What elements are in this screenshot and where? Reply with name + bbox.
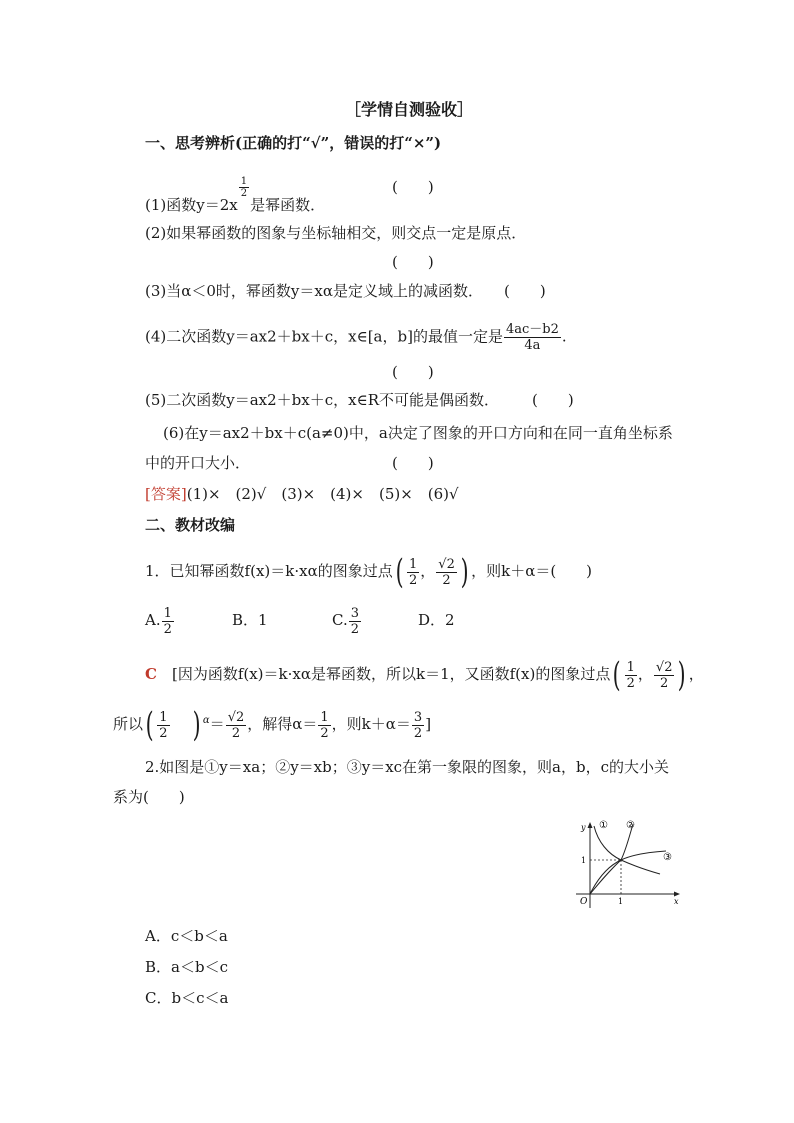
option-b: B．1 (232, 611, 268, 629)
answer-text: (1)× (2)√ (3)× (4)× (5)× (6)√ (186, 485, 459, 503)
curve-2-label: ② (626, 820, 635, 831)
curve-2 (594, 826, 660, 874)
q6-blank: ( ) (392, 454, 434, 472)
section2-heading: 二、教材改编 (145, 516, 236, 534)
q1-exponent: $\frac{1}{2}$ (240, 176, 248, 199)
q2-blank: ( ) (392, 253, 434, 271)
question-6-line1: (6)在y＝ax2＋bx＋c(a≠0)中，a决定了图象的开口方向和在同一直角坐标系 (163, 424, 673, 442)
q4-fraction: $\frac{4ac-b2}{4a}$ (505, 322, 559, 353)
question-2: (2)如果幂函数的图象与坐标轴相交，则交点一定是原点． (145, 224, 527, 242)
problem-2-line1: 2.如图是①y＝xa；②y＝xb；③y＝xc在第一象限的图象，则a，b，c的大小关 (145, 758, 670, 776)
answer-label: [答案] (145, 485, 187, 503)
option-a: A. $\frac{1}{2}$ (145, 605, 172, 637)
q5-blank: ( ) (532, 391, 574, 409)
section1-heading: 一、思考辨析(正确的打“√”，错误的打“×”) (145, 134, 442, 152)
p2-option-c: C．b＜c＜a (145, 989, 229, 1007)
problem-1-stem: 1．已知幂函数f(x)＝k·xα的图象过点( $\frac{1}{2}$ ， $\frac{√2}{2}$ ) ，则k＋α＝( ) (145, 552, 593, 592)
solution-line1: C [因为函数f(x)＝k·xα是幂函数，所以k＝1，又函数f(x)的图象过点( $\frac{1}{2}$ ， $\frac{√2}{2}$ ) ， (145, 655, 704, 695)
option-c: C. $\frac{3}{2}$ (332, 605, 359, 637)
p2-option-b: B．a＜b＜c (145, 958, 228, 976)
x-axis-label: x (674, 897, 679, 906)
q3-blank: ( ) (504, 282, 546, 300)
power-function-graph (570, 812, 690, 912)
point-x: $\frac{1}{2}$ (408, 556, 418, 588)
y-axis-label: y (581, 823, 586, 832)
question-1 (145, 176, 325, 215)
p2-option-a: A．c＜b＜a (145, 927, 228, 945)
curve-1-label: ① (599, 820, 608, 831)
problem-2-line2: 系为( ) (113, 788, 185, 806)
q1-post: 是幂函数． (250, 196, 326, 214)
question-4: (4)二次函数y＝ax2＋bx＋c，x∈[a，b]的最值一定是 $\frac{4ac-b2}{4a}$ . (145, 322, 567, 353)
y-tick-1: 1 (581, 856, 587, 865)
origin-label: O (580, 897, 588, 907)
section-title: ［学情自测验收］ (345, 100, 474, 119)
q4-pre: (4)二次函数y＝ax2＋bx＋c，x∈[a，b]的最值一定是 (145, 327, 503, 346)
question-5: (5)二次函数y＝ax2＋bx＋c，x∈R不可能是偶函数． (145, 391, 499, 409)
q1-blank: ( ) (392, 178, 434, 196)
curve-3-label: ③ (663, 852, 672, 863)
solution-line2: 所以( $\frac{1}{2}$ ) $^\alpha$＝ $\frac{√2}{2}$ ，解得α＝ $\frac{1}{2}$ ，则k＋α＝ $\frac{3}{2}$ ] (113, 705, 432, 745)
question-3: (3)当α＜0时，幂函数y＝xα是定义域上的减函数． (145, 282, 483, 300)
point-y: $\frac{√2}{2}$ (438, 556, 455, 588)
solution-letter: C (145, 665, 157, 683)
y-axis-arrow (588, 822, 593, 828)
answer-line (145, 484, 459, 504)
q4-blank: ( ) (392, 363, 434, 381)
x-axis-arrow (674, 892, 680, 897)
x-tick-1: 1 (618, 897, 624, 906)
option-d: D．2 (418, 611, 455, 629)
q1-pre: (1)函数y＝2x (145, 196, 238, 214)
question-6-line2: 中的开口大小． (145, 454, 251, 472)
